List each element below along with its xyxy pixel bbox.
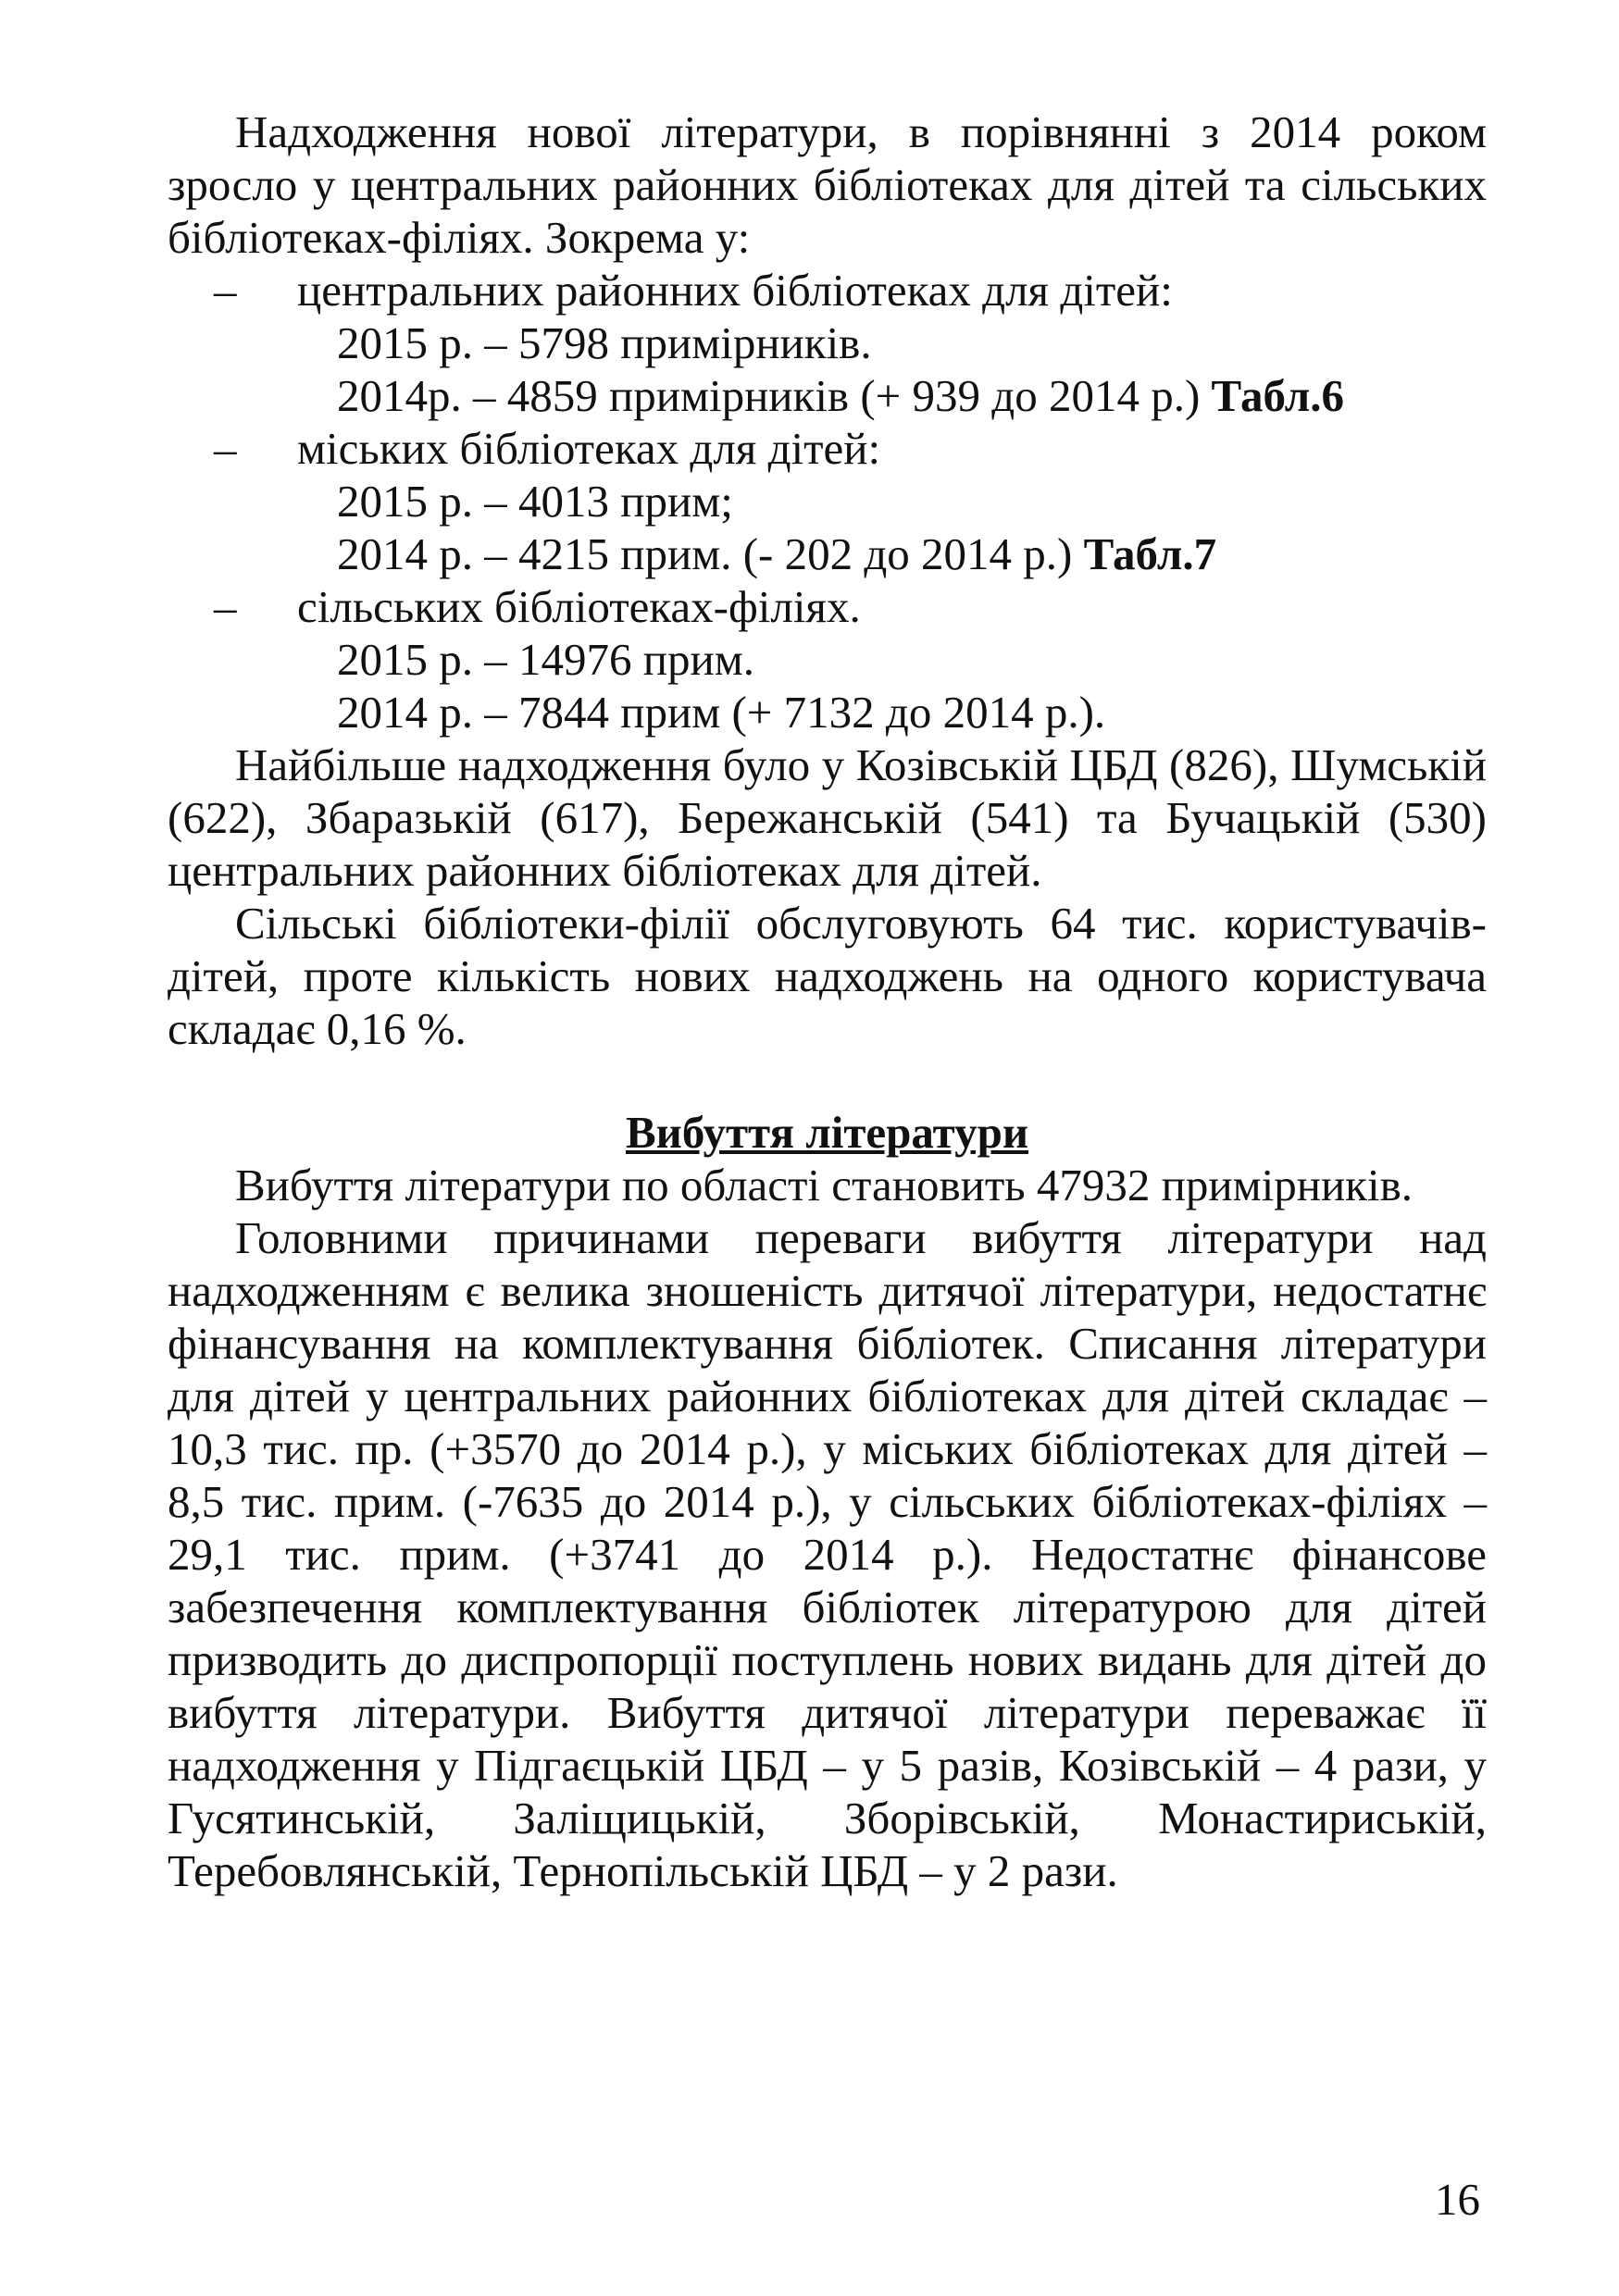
dash-marker: – (214, 581, 237, 632)
figure-line-text: 2014р. – 4859 примірників (+ 939 до 2014 р.) (337, 370, 1212, 421)
list-item (168, 422, 1487, 475)
figure-line: 2015 р. – 4013 прим; (337, 476, 733, 527)
list-item (168, 264, 1487, 316)
figure-line-text: 2014 р. – 4215 прим. (- 202 до 2014 р.) (337, 528, 1084, 579)
figure-line: 2015 р. – 14976 прим. (337, 634, 754, 685)
table-reference: Табл.7 (1083, 528, 1217, 579)
paragraph-disposal-total: Вибуття літератури по області становить 47932 примірників. (235, 1160, 1413, 1210)
dash-marker: – (214, 265, 237, 316)
list-item-label: міських бібліотеках для дітей: (297, 423, 881, 474)
figure-line: 2014 р. – 7844 прим (+ 7132 до 2014 р.). (337, 687, 1106, 738)
list-item-label: сільських бібліотеках-філіях. (297, 581, 861, 632)
list-item (168, 580, 1487, 633)
table-reference: Табл.6 (1211, 370, 1345, 421)
figure-line: 2015 р. – 5798 примірників. (337, 317, 872, 368)
text-body (168, 105, 1487, 1897)
list-item-label: центральних районних бібліотеках для дітей: (297, 265, 1173, 316)
dash-marker: – (214, 423, 237, 474)
paragraph-disposal-reasons: Головними причинами переваги вибуття літератури над надходженням є велика зношеність дитячої літератури, недостатнє фінансування на комплектування бібліотек. Списання літератури для дітей у центральних районних бібліотеках для дітей складає – 10,3 тис. пр. (+3570 до 2014 р.), у міських бібліотеках для дітей – 8,5 тис. прим. (-7635 до 2014 р.), у сільських бібліотеках-філіях – 29,1 тис. прим. (+3741 до 2014 р.). Недостатнє фінансове забезпечення комплектування бібліотек літературою для дітей призводить до диспропорції поступлень нових видань для дітей до вибуття літератури. Вибуття дитячої літератури переважає її надходження у Підгаєцькій ЦБД – у 5 разів, Козівській – 4 рази, у Гусятинській, Заліщицькій, Зборівській, Монастириській, Теребовлянській, Тернопільській ЦБД – у 2 рази. (168, 1212, 1487, 1896)
paragraph-rural-libraries: Сільські бібліотеки-філії обслуговують 64 тис. користувачів-дітей, проте кількість нових надходжень на одного користувача складає 0,16 %. (168, 898, 1487, 1054)
paragraph-most-acquisitions: Найбільше надходження було у Козівській ЦБД (826), Шумській (622), Збаразькій (617), Бережанській (541) та Бучацькій (530) центральних районних бібліотеках для дітей. (168, 739, 1487, 896)
figure-line (168, 369, 1487, 422)
figure-line (168, 527, 1487, 580)
section-heading: Вибуття літератури (625, 1107, 1029, 1158)
paragraph-acquisition-intro: Надходження нової літератури, в порівнянні з 2014 роком зросло у центральних районних бібліотеках для дітей та сільських бібліотеках-філіях. Зокрема у: (168, 106, 1487, 263)
page-number: 16 (1435, 2174, 1480, 2225)
